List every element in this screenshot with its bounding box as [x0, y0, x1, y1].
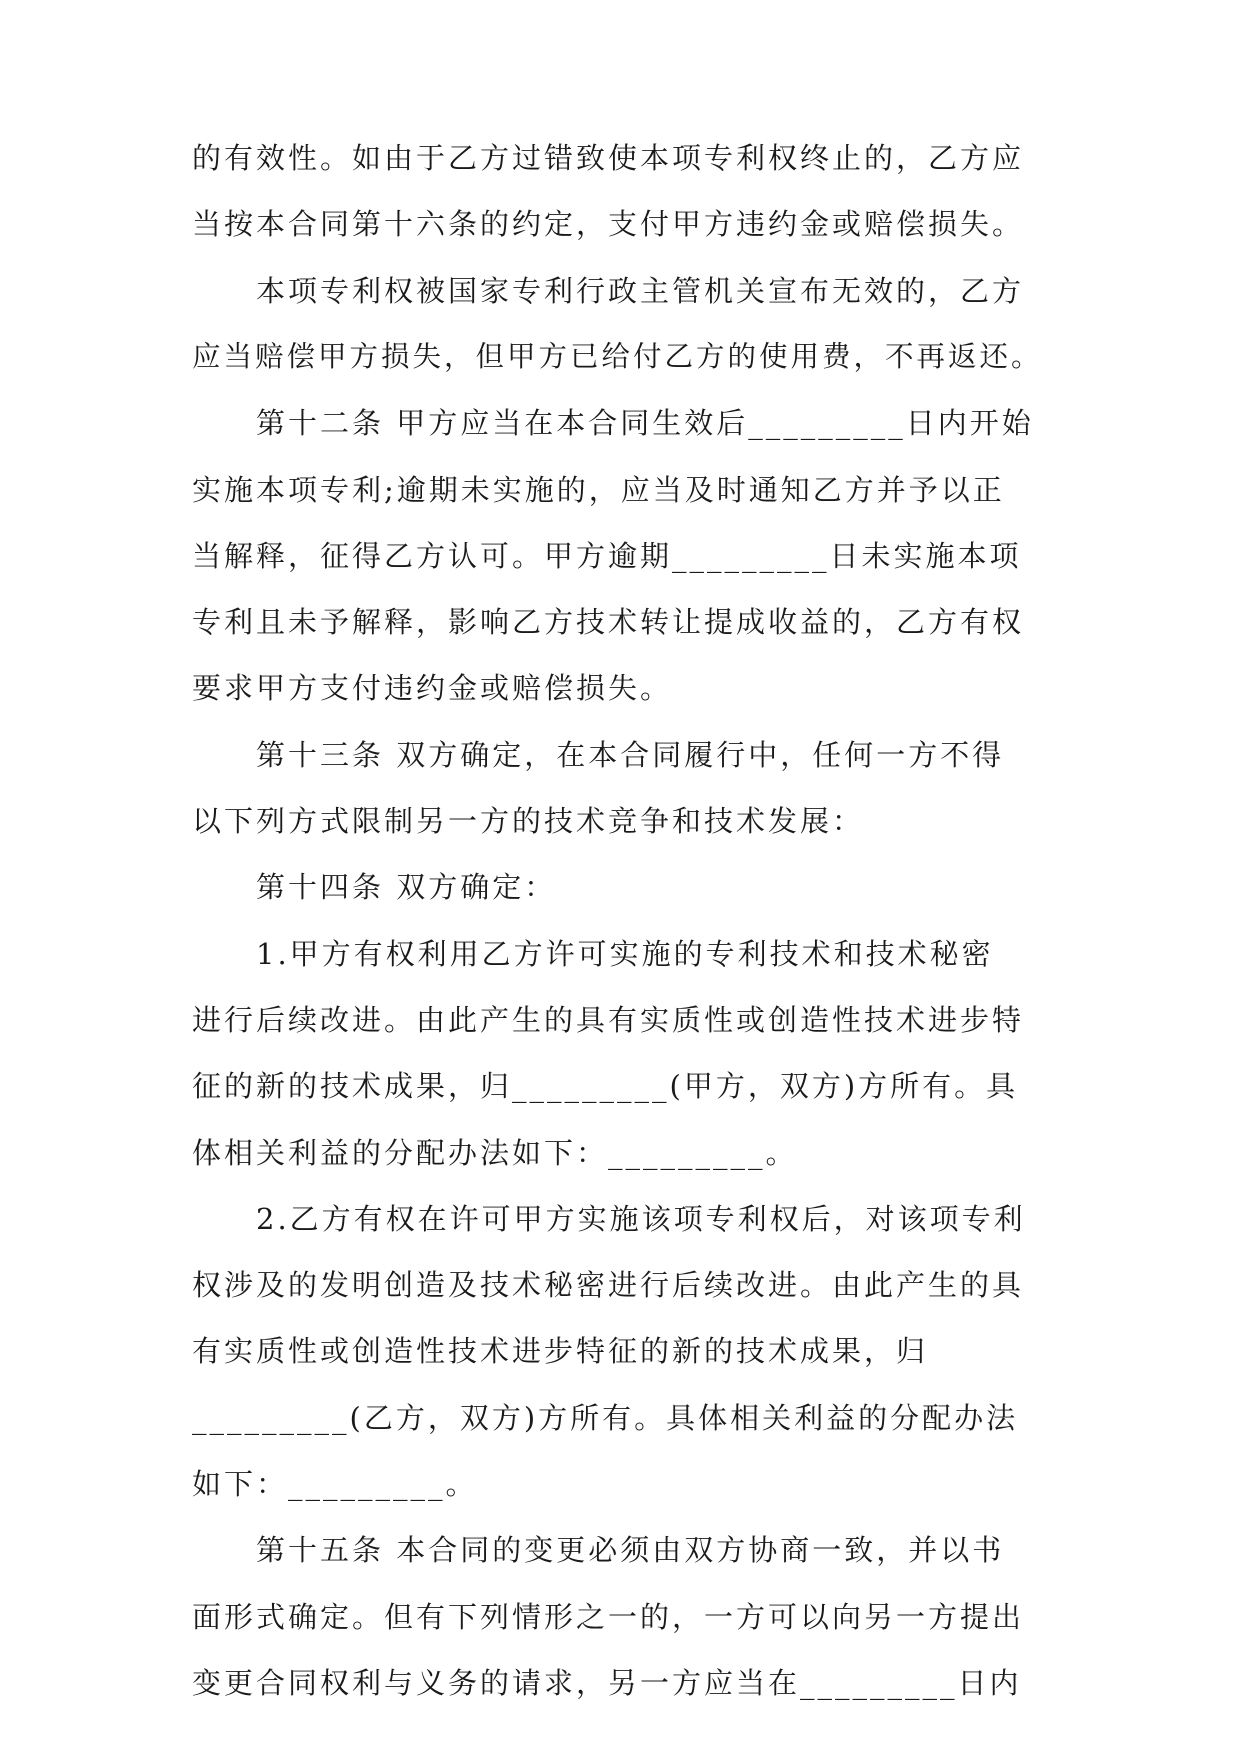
text-line: 2.乙方有权在许可甲方实施该项专利权后，对该项专利 — [256, 1201, 1026, 1236]
text-line: 第十二条 甲方应当在本合同生效后_________日内开始 — [256, 406, 1034, 441]
text-line: _________(乙方，双方)方所有。具体相关利益的分配办法 — [192, 1400, 1019, 1435]
text-line: 1.甲方有权利用乙方许可实施的专利技术和技术秘密 — [256, 936, 994, 971]
text-line: 面形式确定。但有下列情形之一的，一方可以向另一方提出 — [192, 1599, 1025, 1634]
text-line: 变更合同权利与义务的请求，另一方应当在_________日内 — [192, 1665, 1022, 1700]
text-line: 当解释，征得乙方认可。甲方逾期_________日未实施本项 — [192, 538, 1022, 573]
text-line: 有实质性或创造性技术进步特征的新的技术成果，归 — [192, 1334, 929, 1369]
text-line: 应当赔偿甲方损失，但甲方已给付乙方的使用费，不再返还。 — [192, 339, 1043, 373]
text-line: 进行后续改进。由此产生的具有实质性或创造性技术进步特 — [192, 1002, 1025, 1037]
text-line: 要求甲方支付违约金或赔偿损失。 — [192, 671, 673, 706]
text-line: 实施本项专利;逾期未实施的，应当及时通知乙方并予以正 — [192, 472, 1005, 507]
text-line: 当按本合同第十六条的约定，支付甲方违约金或赔偿损失。 — [192, 207, 1025, 242]
text-line: 权涉及的发明创造及技术秘密进行后续改进。由此产生的具 — [192, 1268, 1025, 1303]
text-line: 第十五条 本合同的变更必须由双方协商一致，并以书 — [256, 1533, 1005, 1568]
text-line: 如下：_________。 — [192, 1467, 478, 1501]
text-line: 的有效性。如由于乙方过错致使本项专利权终止的，乙方应 — [192, 141, 1025, 175]
text-line: 第十三条 双方确定，在本合同履行中，任何一方不得 — [256, 737, 1005, 772]
text-line: 第十四条 双方确定： — [256, 870, 557, 905]
text-line: 专利且未予解释，影响乙方技术转让提成收益的，乙方有权 — [192, 605, 1025, 640]
text-line: 本项专利权被国家专利行政主管机关宣布无效的，乙方 — [256, 273, 1025, 308]
text-line: 征的新的技术成果，归_________(甲方，双方)方所有。具 — [192, 1069, 1019, 1104]
text-line: 体相关利益的分配办法如下：_________。 — [192, 1135, 798, 1170]
text-line: 以下列方式限制另一方的技术竞争和技术发展： — [192, 804, 865, 838]
